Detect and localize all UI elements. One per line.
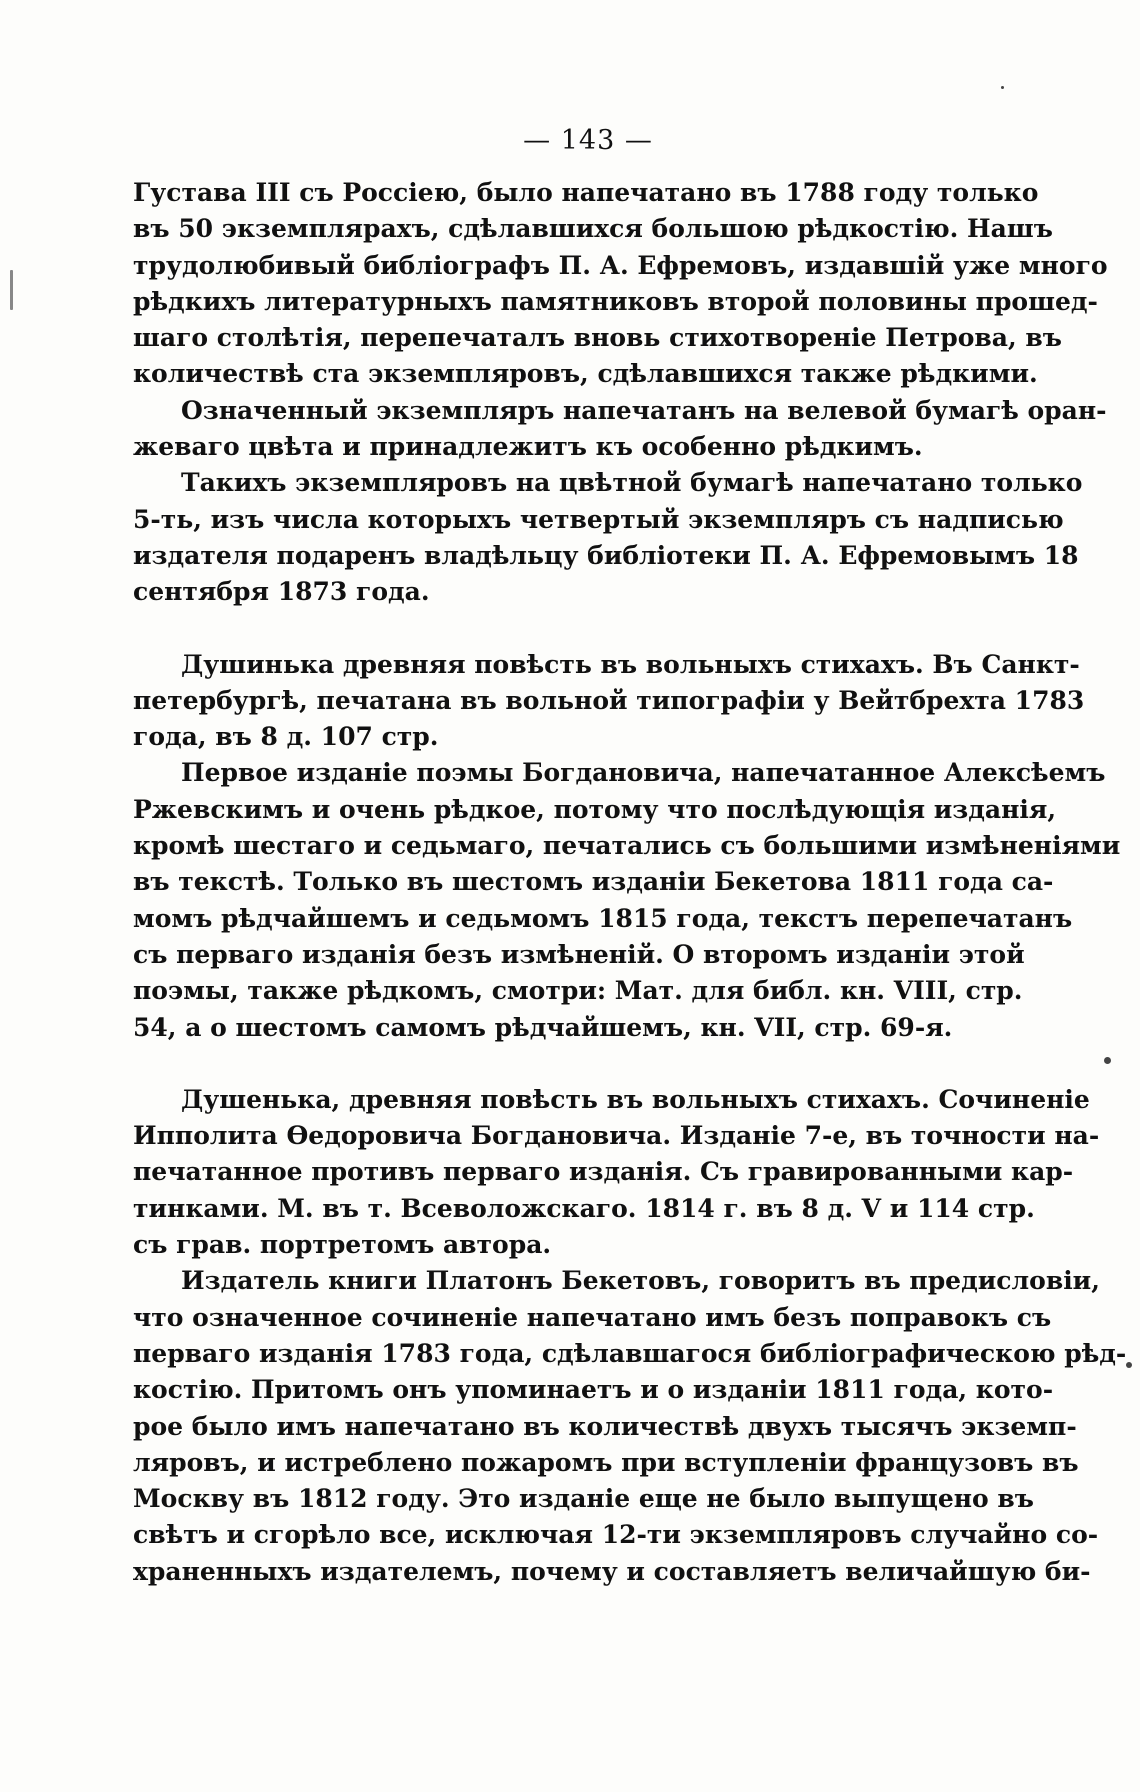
paragraph-colored-copies	[133, 465, 1083, 610]
entry-title: Душенька,	[181, 1084, 341, 1114]
text-line: храненныхъ издателемъ, почему и составляетъ величайшую би-	[133, 1556, 1091, 1586]
text-line: поэмы, также рѣдкомъ, смотри: Мат. для библ. кн. VIII, стр.	[133, 976, 1023, 1006]
bibliographic-entry-dushenka	[133, 1082, 1100, 1263]
text-line: костiю. Притомъ онъ упоминаетъ и о изданiи 1811 года, кото-	[133, 1375, 1054, 1405]
text-line: Ржевскимъ и очень рѣдкое, потому что послѣдующiя изданiя,	[133, 794, 1057, 824]
text-line: 54, а о шестомъ самомъ рѣдчайшемъ, кн. VII, стр. 69-я.	[133, 1012, 953, 1042]
text-line: Означенный экземпляръ напечатанъ на велевой бумагѣ оран-	[181, 395, 1107, 425]
page-number: — 143 —	[523, 125, 653, 156]
text-line: жеваго цвѣта и принадлежитъ къ особенно рѣдкимъ.	[133, 432, 923, 462]
text-line: съ грав. портретомъ автора.	[133, 1230, 552, 1260]
scan-speck	[1001, 86, 1004, 89]
paragraph-publisher-note	[133, 1263, 1127, 1590]
text-line: съ перваго изданiя безъ измѣненiй. О второмъ изданiи этой	[133, 939, 1025, 969]
text-line: количествѣ ста экземпляровъ, сдѣлавшихся также рѣдкими.	[133, 359, 1038, 389]
bibliographic-entry-dushinka	[133, 647, 1085, 756]
text-line: Издатель книги Платонъ Бекетовъ, говоритъ въ предисловiи,	[181, 1266, 1100, 1296]
text-line: Такихъ экземпляровъ на цвѣтной бумагѣ напечатано только	[181, 468, 1083, 498]
text-line: рѣдкихъ литературныхъ памятниковъ второй половины прошед-	[133, 286, 1098, 316]
entry-text: древняя повѣсть въ вольныхъ стихахъ. Сочиненiе	[340, 1084, 1090, 1114]
text-line: петербургѣ, печатана въ вольной типографiи у Вейтбрехта 1783	[133, 685, 1085, 715]
text-line: свѣтъ и сгорѣло все, исключая 12-ти экземпляровъ случайно со-	[133, 1520, 1099, 1550]
text-line: тинками. М. въ т. Всеволожскаго. 1814 г. въ 8 д. V и 114 стр.	[133, 1193, 1035, 1223]
text-line: издателя подаренъ владѣльцу библiотеки П. А. Ефремовымъ 18	[133, 540, 1079, 570]
text-line: года, въ 8 д. 107 стр.	[133, 722, 439, 752]
text-line: Густава III съ Россiею, было напечатано въ 1788 году только	[133, 178, 1039, 207]
text-line: Ипполита Өедоровича Богдановича. Изданiе 7-е, въ точности на-	[133, 1121, 1100, 1151]
text-line: 5-ть, изъ числа которыхъ четвертый экземпляръ съ надписью	[133, 504, 1064, 534]
text-line: рое было имъ напечатано въ количествѣ двухъ тысячъ экземп-	[133, 1411, 1077, 1441]
text-line: момъ рѣдчайшемъ и седьмомъ 1815 года, текстъ перепечатанъ	[133, 903, 1073, 933]
text-line: что означенное сочиненiе напечатано имъ безъ поправокъ съ	[133, 1302, 1052, 1332]
text-line	[133, 1082, 1090, 1118]
document-page	[133, 125, 1127, 1590]
text-line: Москву въ 1812 году. Это изданiе еще не было выпущено въ	[133, 1484, 1034, 1514]
text-line: сентября 1873 года.	[133, 577, 430, 607]
text-line: печатанное противъ перваго изданiя. Съ гравированными кар-	[133, 1157, 1074, 1187]
entry-text: древняя повѣсть въ вольныхъ стихахъ. Въ Санкт-	[334, 649, 1080, 679]
scan-speck	[1126, 1362, 1132, 1368]
text-line: ляровъ, и истреблено пожаромъ при вступленiи французовъ въ	[133, 1447, 1079, 1477]
text-line: въ 50 экземплярахъ, сдѣлавшихся большою рѣдкостiю. Нашъ	[133, 214, 1053, 244]
paragraph-paper-description	[133, 393, 1107, 466]
text-line: Первое изданiе поэмы Богдановича, напечатанное Алексѣемъ	[181, 758, 1106, 788]
text-line	[133, 647, 1080, 683]
text-line: перваго изданiя 1783 года, сдѣлавшагося библiографическою рѣд-	[133, 1338, 1127, 1368]
text-line: въ текстѣ. Только въ шестомъ изданiи Бекетова 1811 года са-	[133, 867, 1054, 897]
text-line: шаго столѣтiя, перепечаталъ вновь стихотворенiе Петрова, въ	[133, 323, 1062, 353]
text-line: трудолюбивый библiографъ П. А. Ефремовъ, издавшiй уже много	[133, 250, 1108, 280]
paragraph-first-edition	[133, 755, 1121, 1045]
scan-speck	[10, 270, 13, 310]
text-line: кромѣ шестаго и седьмаго, печатались съ большими измѣненiями	[133, 831, 1121, 861]
scan-speck	[1104, 1057, 1111, 1064]
paragraph-continuation	[133, 175, 1108, 393]
entry-title: Душинька	[181, 649, 335, 679]
